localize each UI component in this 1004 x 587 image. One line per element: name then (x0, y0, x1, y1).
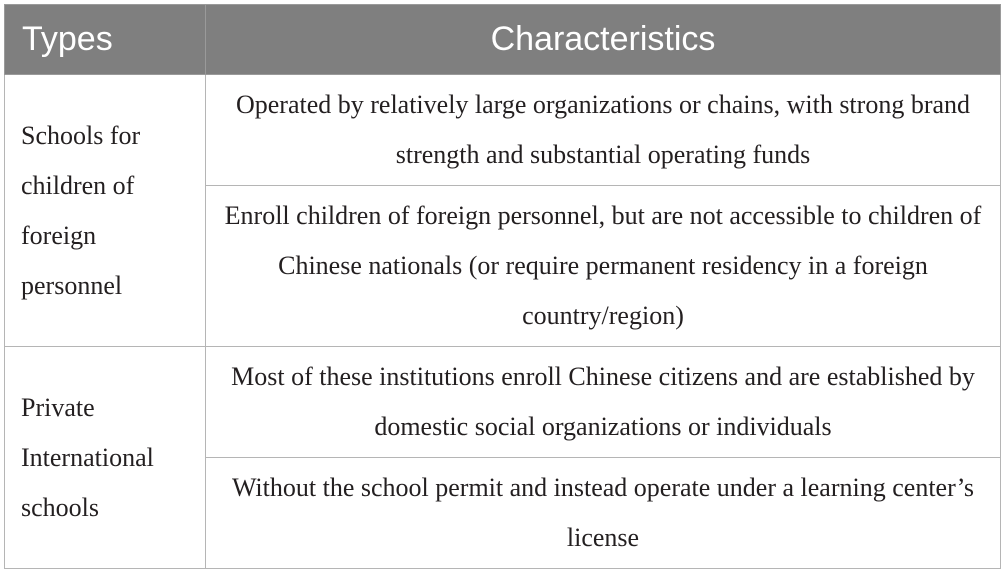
characteristic-cell: Enroll children of foreign personnel, but are not accessible to children of Chinese nationals (or require permanent residency in a foreign country/region) (206, 186, 1001, 347)
header-row (5, 5, 1001, 75)
characteristic-cell: Without the school permit and instead operate under a learning center’s license (206, 458, 1001, 569)
school-types-table (4, 4, 1001, 569)
table-row (5, 75, 1001, 186)
header-types: Types (5, 5, 206, 75)
type-private-international-schools: Private International schools (5, 347, 206, 569)
table-row (5, 347, 1001, 458)
type-foreign-personnel-schools: Schools for children of foreign personnel (5, 75, 206, 347)
characteristic-cell: Operated by relatively large organizations or chains, with strong brand strength and substantial operating funds (206, 75, 1001, 186)
characteristic-cell: Most of these institutions enroll Chinese citizens and are established by domestic social organizations or individuals (206, 347, 1001, 458)
header-characteristics: Characteristics (206, 5, 1001, 75)
